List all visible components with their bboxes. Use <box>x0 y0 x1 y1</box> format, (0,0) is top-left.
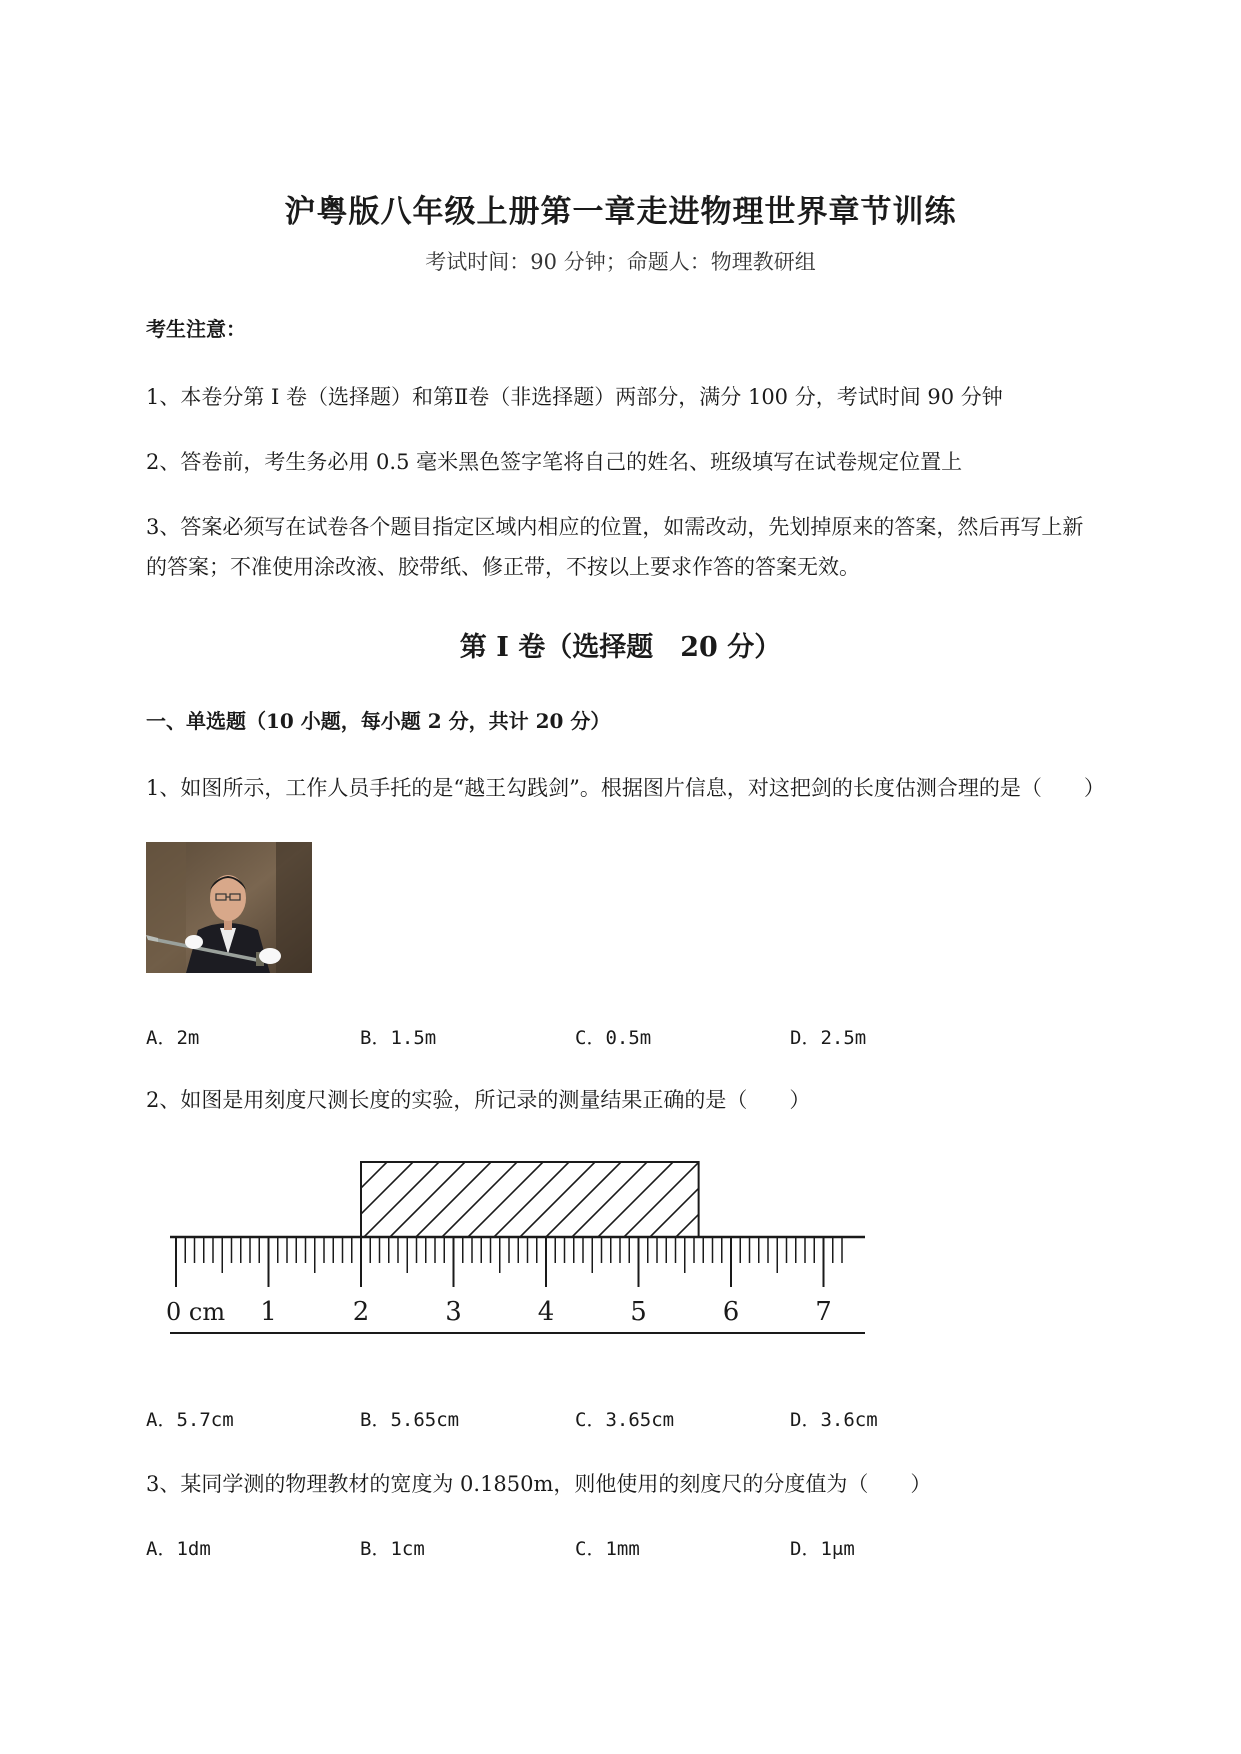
question-1-stem: 1、如图所示，工作人员手托的是“越王勾践剑”。根据图片信息，对这把剑的长度估测合理的是（ ） <box>146 776 1105 800</box>
ruler-number: 3 <box>445 1297 462 1327</box>
q1-option-c: C．0.5m <box>575 1027 652 1049</box>
notice-item-1: 1、本卷分第 I 卷（选择题）和第Ⅱ卷（非选择题）两部分，满分 100 分，考试时间 90 分钟 <box>146 385 1003 409</box>
ruler-number: 1 <box>260 1297 277 1327</box>
q3-option-d: D．1μm <box>790 1538 855 1560</box>
q3-option-b: B．1cm <box>360 1538 425 1560</box>
notice-heading: 考生注意： <box>146 317 246 341</box>
q3-option-c: C．1mm <box>575 1538 640 1560</box>
sword-photo-image <box>146 842 312 973</box>
ruler-figure <box>160 1160 880 1350</box>
q2-option-a: A．5.7cm <box>146 1409 234 1431</box>
sword-photo <box>146 842 312 973</box>
ruler-unit-label: 0 cm <box>166 1298 226 1326</box>
q2-option-c: C．3.65cm <box>575 1409 675 1431</box>
page-title: 沪粤版八年级上册第一章走进物理世界章节训练 <box>284 194 957 230</box>
hatch-line <box>702 1162 777 1237</box>
notice-item-3: 3、答案必须写在试卷各个题目指定区域内相应的位置，如需改动，先划掉原来的答案，然后再写上新 <box>146 515 1084 539</box>
q2-option-b: B．5.65cm <box>360 1409 460 1431</box>
q1-option-d: D．2.5m <box>790 1027 867 1049</box>
ruler-number: 5 <box>630 1297 647 1327</box>
measured-object <box>361 1162 699 1237</box>
ruler-number: 2 <box>352 1297 370 1327</box>
ruler-number: 6 <box>722 1297 740 1327</box>
notice-item-3-cont: 的答案；不准使用涂改液、胶带纸、修正带，不按以上要求作答的答案无效。 <box>146 555 860 579</box>
part-heading: 一、单选题（10 小题，每小题 2 分，共计 20 分） <box>146 709 611 733</box>
exam-info: 考试时间：90 分钟；命题人：物理教研组 <box>425 250 816 274</box>
section-title: 第 I 卷（选择题 20 分） <box>459 632 782 663</box>
q1-option-a: A．2m <box>146 1027 200 1049</box>
ruler-number: 7 <box>815 1297 832 1327</box>
question-2-stem: 2、如图是用刻度尺测长度的实验，所记录的测量结果正确的是（ ） <box>146 1088 811 1112</box>
q3-option-a: A．1dm <box>146 1538 211 1560</box>
notice-item-2: 2、答卷前，考生务必用 0.5 毫米黑色签字笔将自己的姓名、班级填写在试卷规定位置上 <box>146 450 963 474</box>
hatch-line <box>286 1162 361 1237</box>
measured-object-hatching <box>286 1162 829 1237</box>
q1-option-b: B．1.5m <box>360 1027 437 1049</box>
hatch-line <box>754 1162 829 1237</box>
question-3-stem: 3、某同学测的物理教材的宽度为 0.1850m，则他使用的刻度尺的分度值为（ ） <box>146 1472 932 1496</box>
q2-option-d: D．3.6cm <box>790 1409 878 1431</box>
hatch-line <box>728 1162 803 1237</box>
ruler-ticks <box>176 1237 842 1287</box>
ruler-number: 4 <box>537 1297 555 1327</box>
